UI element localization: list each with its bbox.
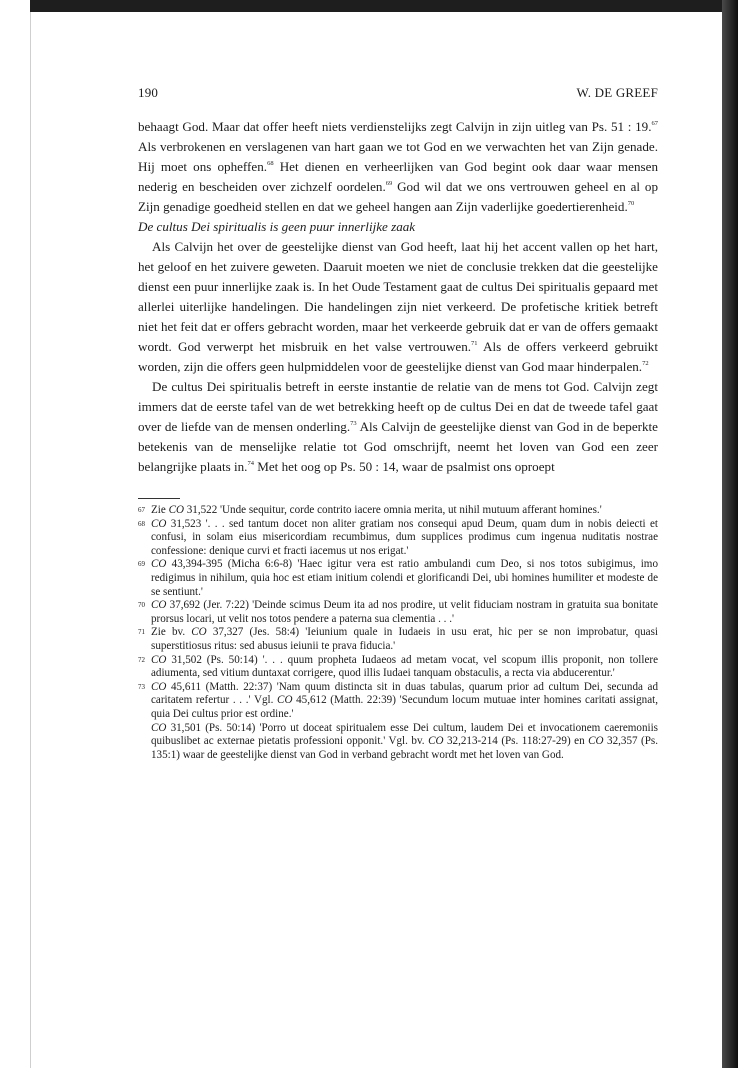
text-run: behaagt God. Maar dat offer heeft niets verdienstelijks zegt Calvijn in zijn uitleg van Ps. 51 : 19.	[138, 119, 652, 134]
footnote-number: 71	[138, 628, 145, 637]
page-number: 190	[138, 85, 159, 100]
footnote-number: 68	[138, 519, 145, 528]
text-run: Als Calvijn de geestelijke dienst van God in de beperkte betekenis van de menselijke relatie tot God omschrijft, neemt het loven van God een zeer belangrijke plaats in.	[138, 419, 658, 474]
footnote-73	[138, 681, 658, 722]
text-run: Als de offers verkeerd gebruikt worden, zijn die offers geen hulpmiddelen voor de geestelijke dienst van God maar hinderpalen.	[138, 339, 658, 374]
source-abbrev: CO	[151, 558, 167, 571]
footnote-number: 69	[138, 560, 145, 569]
body-text	[138, 117, 658, 477]
footnote-68	[138, 518, 658, 559]
footnote-71	[138, 626, 658, 653]
footnote-number: 72	[138, 655, 145, 664]
text-run: 37,327 (Jes. 58:4) 'Ieiunium quale in Iudaeis in usu erat, hic per se non improbatur, quasi superstitiosus ritus: sed abusus ieiunii te prava fiducia.'	[151, 626, 658, 652]
source-abbrev: CO	[151, 517, 167, 530]
text-run: 45,611 (Matth. 22:37) 'Nam quum distincta sit in duas tabulas, quarum prior ad cultum Dei, secunda ad caritatem refertur . . .' Vgl.	[151, 680, 658, 707]
footnote-ref-73: 73	[350, 420, 357, 427]
footnote-text	[151, 504, 658, 518]
text-run: De cultus Dei spiritualis betreft in eerste instantie de relatie van de mens tot God. Calvijn zegt immers dat de eerste tafel van de wet betrekking heeft op de cultus Dei en dat de tweede tafel gaat over de liefde van de mensen onderling.	[138, 379, 658, 434]
footnote-74	[151, 722, 658, 763]
paragraph-1	[138, 117, 658, 217]
source-abbrev: CO	[428, 735, 444, 748]
source-abbrev: CO	[151, 680, 167, 693]
footnote-text	[151, 626, 658, 653]
text-run: 32,213-214 (Ps. 118:27-29) en	[443, 735, 589, 748]
footnote-text	[151, 558, 658, 599]
text-run: 43,394-395 (Micha 6:6-8) 'Haec igitur vera est ratio ambulandi cum Deo, si nos totos subigimus, imo redigimus in nihilum, quia hoc est etiam initium colendi et glorificandi Dei, ubi homines humiliter et modeste de se sentiunt.'	[151, 558, 658, 598]
source-abbrev: CO	[588, 735, 604, 748]
scan-left-edge	[30, 12, 31, 1068]
page-content	[138, 85, 658, 762]
text-run: 32,357 (Ps. 135:1) waar de geestelijke dienst van God in verband gebracht wordt met het loven van God.	[151, 735, 659, 761]
footnote-number: 70	[138, 601, 145, 610]
text-run: Met het oog op Ps. 50 : 14, waar de psalmist ons oproept	[253, 459, 555, 474]
running-head: W. DE GREEF	[576, 85, 658, 100]
footnote-text	[151, 518, 658, 559]
section-heading: De cultus Dei spiritualis is geen puur innerlijke zaak	[138, 219, 416, 234]
source-abbrev: CO	[151, 721, 167, 734]
footnote-text	[151, 681, 658, 722]
footnote-ref-70: 70	[627, 200, 635, 207]
footnote-ref-67: 67	[651, 120, 658, 127]
scan-right-edge	[722, 0, 738, 1068]
text-run: 31,501 (Ps. 50:14) 'Porro ut doceat spiritualem esse Dei cultum, laudem Dei et invocationem caeremoniis quibuslibet ac externae pietatis professioni opponit.' Vgl. bv.	[151, 721, 658, 748]
footnote-ref-69: 69	[385, 180, 393, 187]
footnote-text	[151, 654, 658, 681]
text-run: 31,522 'Unde sequitur, corde contrito iacere omnia merita, ut nihil mutuum afferant homines.'	[183, 504, 602, 516]
source-abbrev: CO	[168, 504, 184, 516]
footnote-rule	[138, 498, 180, 499]
text-run: 31,523 '. . . sed tantum docet non aliter gratiam nos consequi apud Deum, quam dum in nobis deiecti et confusi, in solam eius misericordiam recumbimus, dum supplices prodimus cum ingenua nuditatis nostrae confessione: denique curvi et fracti iacemus ut nos erigat.'	[151, 517, 658, 557]
text-run: 37,692 (Jer. 7:22) 'Deinde scimus Deum ita ad nos prodire, ut velit fiduciam nostram in gratuita sua bonitate prorsus locari, ut velit nos totos pendere a paterna sua clementia . . .'	[151, 599, 658, 625]
text-run: Zie bv.	[151, 626, 192, 639]
text-run: Als verbrokenen en verslagenen van hart gaan we tot God en we verwachten het van Zijn genade. Hij moet ons opheffen.	[138, 139, 658, 174]
footnote-number: 73	[138, 682, 145, 691]
footnote-69	[138, 558, 658, 599]
text-run: God wil dat we ons vertrouwen geheel en al op Zijn genadige goedheid stellen en dat we geheel hangen aan Zijn vaderlijke goedertierenheid.	[138, 179, 658, 214]
footnote-text	[151, 599, 658, 626]
source-abbrev: CO	[151, 599, 167, 612]
text-run: 45,612 (Matth. 22:39) 'Secundum locum mutuae inter homines caritati assignat, quia Dei cultus prior est ordine.'	[151, 694, 658, 720]
footnote-67	[138, 504, 658, 518]
footnote-ref-72: 72	[642, 360, 649, 367]
page-header	[138, 85, 658, 105]
footnote-ref-74: 74	[247, 460, 254, 467]
scan-top-edge	[30, 0, 738, 12]
source-abbrev: CO	[151, 653, 167, 666]
footnote-ref-68: 68	[267, 160, 274, 167]
text-run: Als Calvijn het over de geestelijke dienst van God heeft, laat hij het accent vallen op het hart, het geloof en het zuivere geweten. Daaruit moeten we niet de conclusie trekken dat die geestelijke dienst een puur innerlijke zaak is. In het Oude Testament gaat de cultus Dei spiritualis gepaard met allerlei uiterlijke handelingen. Die handelingen zijn niet verkeerd. De profetische kritiek betreft niet het feit dat er offers gebracht worden, maar het verkeerde gebruik dat er van de offers gemaakt wordt. God verwerpt het misbruik en het valse vertrouwen.	[138, 239, 658, 354]
footnote-72	[138, 654, 658, 681]
footnotes	[138, 504, 658, 762]
paragraph-2	[138, 237, 658, 377]
source-abbrev: CO	[277, 694, 293, 707]
footnote-number: 67	[138, 506, 145, 514]
text-run: Het dienen en verheerlijken van God begint ook daar waar mensen nederig en bescheiden over zichzelf oordelen.	[138, 159, 658, 194]
text-run: 31,502 (Ps. 50:14) '. . . quum propheta Iudaeos ad metam vocat, vel scopum illis proponit, non tollere adiumenta, sed vitium duntaxat corrigere, quod illis Iudaei tanquam obstaculis, a recta via abducerentur.'	[151, 653, 658, 680]
footnote-70	[138, 599, 658, 626]
paragraph-3	[138, 377, 658, 477]
source-abbrev: CO	[191, 626, 207, 639]
footnote-ref-71: 71	[471, 340, 478, 347]
text-run: Zie	[151, 504, 169, 516]
